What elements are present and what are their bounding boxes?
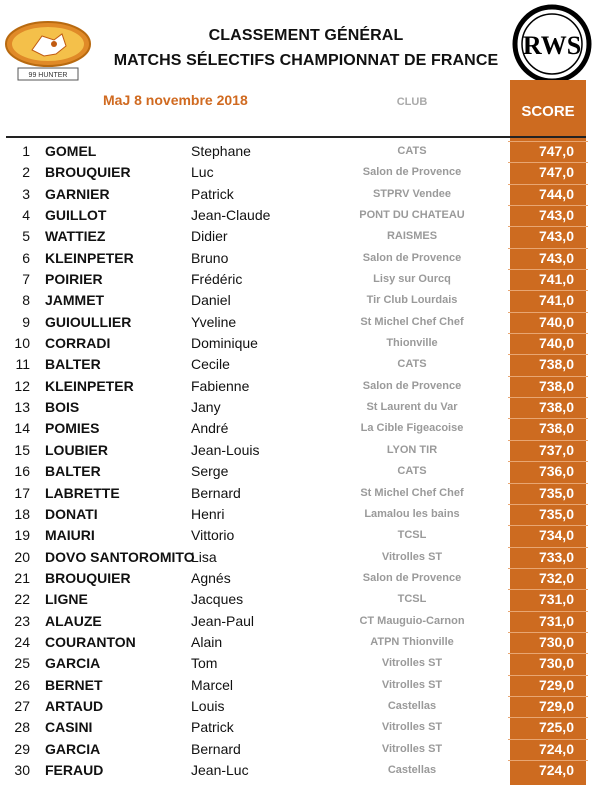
rank-cell: 7 — [22, 271, 30, 288]
table-row — [0, 397, 600, 418]
table-row — [0, 184, 600, 205]
club-cell: STPRV Vendee — [372, 187, 452, 200]
score-cell: 744,0 — [538, 185, 574, 202]
rank-cell: 26 — [14, 676, 30, 693]
club-cell: St Laurent du Var — [366, 401, 458, 414]
score-cell: 737,0 — [538, 441, 574, 458]
club-cell: CATS — [397, 145, 427, 157]
first-name-cell: Dominique — [191, 335, 258, 352]
first-name-cell: Bernard — [191, 484, 241, 501]
score-cell: 743,0 — [538, 228, 574, 245]
table-row — [0, 504, 600, 525]
club-cell: Vitrolles ST — [381, 678, 443, 691]
table-row — [0, 226, 600, 247]
ranking-table — [0, 141, 600, 781]
first-name-cell: Marcel — [191, 676, 234, 693]
last-name-cell: WATTIEZ — [45, 228, 106, 245]
rank-cell: 1 — [22, 143, 30, 159]
score-cell: 735,0 — [538, 484, 574, 501]
score-cell: 743,0 — [538, 249, 574, 266]
federation-logo — [4, 14, 92, 86]
rws-logo-text: RWS — [522, 31, 582, 60]
last-name-cell: LOUBIER — [45, 441, 108, 458]
first-name-cell: Fabienne — [191, 377, 250, 394]
row-divider — [508, 141, 588, 142]
last-name-cell: GUIOULLIER — [45, 313, 132, 330]
last-name-cell: BOIS — [45, 399, 80, 416]
club-cell: Salon de Provence — [362, 251, 462, 264]
score-cell: 741,0 — [538, 292, 574, 309]
last-name-cell: FERAUD — [45, 761, 104, 778]
table-row — [0, 696, 600, 717]
row-divider — [508, 547, 588, 548]
score-cell: 747,0 — [538, 143, 574, 159]
score-cell: 738,0 — [538, 420, 574, 437]
club-cell: Vitrolles ST — [381, 657, 443, 670]
club-cell: St Michel Chef Chef — [360, 486, 464, 499]
first-name-cell: Stephane — [191, 143, 251, 159]
table-row — [0, 461, 600, 482]
club-cell: Thionville — [386, 337, 438, 350]
table-row — [0, 290, 600, 311]
last-name-cell: BALTER — [45, 356, 101, 373]
table-row — [0, 717, 600, 738]
row-divider — [508, 354, 588, 355]
last-name-cell: CASINI — [45, 719, 93, 736]
score-cell: 738,0 — [538, 356, 574, 373]
club-cell: PONT DU CHATEAU — [359, 209, 465, 222]
score-cell: 730,0 — [538, 655, 574, 672]
club-cell: Vitrolles ST — [381, 550, 443, 563]
rank-cell: 3 — [22, 185, 30, 202]
rank-cell: 29 — [14, 740, 30, 757]
row-divider — [508, 184, 588, 185]
first-name-cell: Vittorio — [191, 527, 235, 544]
table-row — [0, 269, 600, 290]
row-divider — [508, 653, 588, 654]
rank-cell: 4 — [22, 207, 30, 224]
table-row — [0, 739, 600, 760]
table-row — [0, 248, 600, 269]
first-name-cell: Luc — [191, 164, 214, 181]
table-row — [0, 632, 600, 653]
row-divider — [508, 525, 588, 526]
logo-caption: 99 HUNTER — [28, 72, 68, 79]
first-name-cell: André — [191, 420, 229, 437]
score-cell: 724,0 — [538, 761, 574, 778]
rank-cell: 9 — [22, 313, 30, 330]
header-divider — [6, 136, 586, 138]
table-row — [0, 162, 600, 183]
club-cell: Salon de Provence — [362, 571, 462, 584]
club-cell: TCSL — [397, 593, 427, 606]
last-name-cell: BALTER — [45, 463, 101, 480]
rank-cell: 18 — [14, 505, 30, 522]
row-divider — [508, 675, 588, 676]
rank-cell: 24 — [14, 633, 30, 650]
last-name-cell: GUILLOT — [45, 207, 107, 224]
score-cell: 730,0 — [538, 633, 574, 650]
last-name-cell: ALAUZE — [45, 612, 102, 629]
first-name-cell: Serge — [191, 463, 229, 480]
club-cell: CT Mauguio-Carnon — [359, 614, 465, 627]
first-name-cell: Patrick — [191, 719, 234, 736]
last-name-cell: JAMMET — [45, 292, 105, 309]
page-subtitle: MATCHS SÉLECTIFS CHAMPIONNAT DE FRANCE — [113, 52, 499, 69]
club-cell: RAISMES — [386, 230, 438, 243]
rank-cell: 2 — [22, 164, 30, 181]
first-name-cell: Patrick — [191, 185, 234, 202]
last-name-cell: KLEINPETER — [45, 377, 134, 394]
row-divider — [508, 333, 588, 334]
club-cell: TCSL — [397, 529, 427, 542]
table-row — [0, 333, 600, 354]
table-row — [0, 354, 600, 375]
row-divider — [508, 611, 588, 612]
first-name-cell: Didier — [191, 228, 228, 245]
first-name-cell: Jean-Louis — [191, 441, 260, 458]
row-divider — [508, 226, 588, 227]
first-name-cell: Tom — [191, 655, 218, 672]
club-cell: La Cible Figeacoise — [360, 422, 464, 435]
score-cell: 741,0 — [538, 271, 574, 288]
row-divider — [508, 205, 588, 206]
club-cell: LYON TIR — [386, 443, 438, 456]
last-name-cell: BERNET — [45, 676, 103, 693]
row-divider — [508, 461, 588, 462]
club-cell: Salon de Provence — [362, 166, 462, 179]
row-divider — [508, 418, 588, 419]
row-divider — [508, 717, 588, 718]
table-row — [0, 205, 600, 226]
club-cell: CATS — [397, 358, 427, 371]
club-cell: Salon de Provence — [362, 379, 462, 392]
score-cell: 734,0 — [538, 527, 574, 544]
table-row — [0, 547, 600, 568]
first-name-cell: Cecile — [191, 356, 230, 373]
first-name-cell: Bernard — [191, 740, 241, 757]
row-divider — [508, 504, 588, 505]
table-row — [0, 312, 600, 333]
score-cell: 729,0 — [538, 697, 574, 714]
club-cell: St Michel Chef Chef — [360, 315, 464, 328]
score-cell: 724,0 — [538, 740, 574, 757]
score-cell: 735,0 — [538, 505, 574, 522]
table-row — [0, 440, 600, 461]
club-cell: CATS — [397, 465, 427, 478]
rank-cell: 21 — [14, 569, 30, 586]
rank-cell: 30 — [14, 761, 30, 778]
score-cell: 747,0 — [538, 164, 574, 181]
first-name-cell: Lisa — [191, 548, 217, 565]
row-divider — [508, 248, 588, 249]
row-divider — [508, 632, 588, 633]
last-name-cell: KLEINPETER — [45, 249, 134, 266]
club-cell: Castellas — [387, 763, 437, 776]
last-name-cell: LABRETTE — [45, 484, 120, 501]
table-row — [0, 568, 600, 589]
score-column-header: SCORE — [521, 103, 575, 120]
rws-logo — [512, 4, 592, 84]
first-name-cell: Louis — [191, 697, 225, 714]
table-row — [0, 418, 600, 439]
last-name-cell: LIGNE — [45, 591, 88, 608]
rank-cell: 10 — [14, 335, 30, 352]
first-name-cell: Jean-Luc — [191, 761, 249, 778]
score-cell: 731,0 — [538, 612, 574, 629]
score-cell: 732,0 — [538, 569, 574, 586]
last-name-cell: POIRIER — [45, 271, 103, 288]
first-name-cell: Jany — [191, 399, 221, 416]
first-name-cell: Jean-Paul — [191, 612, 255, 629]
row-divider — [508, 162, 588, 163]
table-row — [0, 376, 600, 397]
rank-cell: 20 — [14, 548, 30, 565]
rank-cell: 16 — [14, 463, 30, 480]
row-divider — [508, 376, 588, 377]
score-cell: 738,0 — [538, 399, 574, 416]
first-name-cell: Bruno — [191, 249, 229, 266]
club-cell: Vitrolles ST — [381, 742, 443, 755]
last-name-cell: GOMEL — [45, 143, 97, 159]
score-cell: 733,0 — [538, 548, 574, 565]
last-name-cell: BROUQUIER — [45, 569, 131, 586]
update-date: MaJ 8 novembre 2018 — [103, 92, 248, 108]
last-name-cell: DOVO SANTOROMITO — [45, 548, 195, 565]
last-name-cell: POMIES — [45, 420, 100, 437]
first-name-cell: Agnés — [191, 569, 231, 586]
table-row — [0, 525, 600, 546]
rank-cell: 5 — [22, 228, 30, 245]
table-row — [0, 483, 600, 504]
first-name-cell: Henri — [191, 505, 225, 522]
score-cell: 740,0 — [538, 313, 574, 330]
last-name-cell: COURANTON — [45, 633, 136, 650]
score-cell: 731,0 — [538, 591, 574, 608]
table-row — [0, 611, 600, 632]
score-cell: 738,0 — [538, 377, 574, 394]
rank-cell: 13 — [14, 399, 30, 416]
club-cell: Lamalou les bains — [364, 507, 460, 520]
score-cell: 736,0 — [538, 463, 574, 480]
rank-cell: 25 — [14, 655, 30, 672]
rank-cell: 14 — [14, 420, 30, 437]
row-divider — [508, 269, 588, 270]
first-name-cell: Jacques — [191, 591, 244, 608]
last-name-cell: DONATI — [45, 505, 98, 522]
last-name-cell: ARTAUD — [45, 697, 104, 714]
score-cell: 740,0 — [538, 335, 574, 352]
club-cell: Castellas — [387, 699, 437, 712]
last-name-cell: GARCIA — [45, 655, 101, 672]
last-name-cell: MAIURI — [45, 527, 95, 544]
first-name-cell: Daniel — [191, 292, 231, 309]
club-cell: Lisy sur Ourcq — [373, 273, 451, 286]
rank-cell: 22 — [14, 591, 30, 608]
row-divider — [508, 568, 588, 569]
club-cell: Vitrolles ST — [381, 721, 443, 734]
table-row — [0, 141, 600, 162]
rank-cell: 15 — [14, 441, 30, 458]
score-cell: 743,0 — [538, 207, 574, 224]
table-row — [0, 760, 600, 781]
row-divider — [508, 290, 588, 291]
row-divider — [508, 397, 588, 398]
score-cell: 729,0 — [538, 676, 574, 693]
last-name-cell: BROUQUIER — [45, 164, 131, 181]
last-name-cell: GARNIER — [45, 185, 110, 202]
rank-cell: 28 — [14, 719, 30, 736]
rank-cell: 6 — [22, 249, 30, 266]
rank-cell: 12 — [14, 377, 30, 394]
rank-cell: 23 — [14, 612, 30, 629]
rank-cell: 11 — [15, 356, 30, 373]
first-name-cell: Alain — [191, 633, 223, 650]
first-name-cell: Yveline — [191, 313, 237, 330]
rank-cell: 17 — [14, 484, 30, 501]
page-title: CLASSEMENT GÉNÉRAL — [208, 27, 404, 44]
row-divider — [508, 739, 588, 740]
row-divider — [508, 312, 588, 313]
table-row — [0, 653, 600, 674]
row-divider — [508, 483, 588, 484]
last-name-cell: CORRADI — [45, 335, 111, 352]
last-name-cell: GARCIA — [45, 740, 101, 757]
club-column-header: CLUB — [396, 96, 428, 108]
first-name-cell: Jean-Claude — [191, 207, 271, 224]
row-divider — [508, 760, 588, 761]
first-name-cell: Frédéric — [191, 271, 243, 288]
table-row — [0, 589, 600, 610]
club-cell: Tir Club Lourdais — [366, 294, 458, 307]
table-row — [0, 675, 600, 696]
row-divider — [508, 440, 588, 441]
row-divider — [508, 696, 588, 697]
row-divider — [508, 589, 588, 590]
score-cell: 725,0 — [538, 719, 574, 736]
rank-cell: 8 — [22, 292, 30, 309]
rank-cell: 19 — [14, 527, 30, 544]
club-cell: ATPN Thionville — [370, 635, 454, 648]
rank-cell: 27 — [14, 697, 30, 714]
